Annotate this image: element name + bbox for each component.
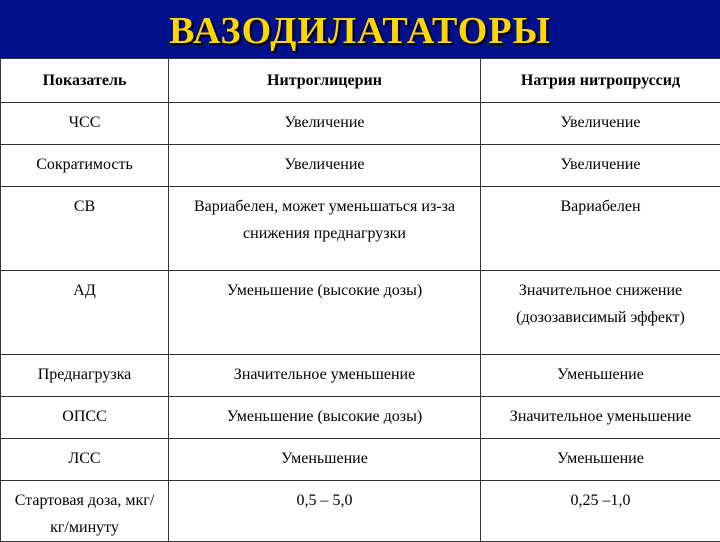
cell-nitroprusside: Вариабелен <box>481 187 720 271</box>
cell-nitroglycerin: Значительное уменьшение <box>169 355 481 397</box>
table-row <box>1 481 720 542</box>
row-label: Сократимость <box>1 145 169 187</box>
row-label: Преднагрузка <box>1 355 169 397</box>
cell-nitroprusside: Значительное уменьшение <box>481 397 720 439</box>
header-indicator: Показатель <box>1 59 169 103</box>
row-label: ЛСС <box>1 439 169 481</box>
row-label: Стартовая доза, мкг/кг/минуту <box>1 481 169 542</box>
cell-nitroglycerin: Вариабелен, может уменьшаться из-за снижения преднагрузки <box>169 187 481 271</box>
cell-nitroglycerin: Увеличение <box>169 145 481 187</box>
cell-nitroglycerin: Уменьшение (высокие дозы) <box>169 271 481 355</box>
comparison-table <box>0 58 720 542</box>
table-row <box>1 271 720 355</box>
row-label: ЧСС <box>1 103 169 145</box>
table-row <box>1 397 720 439</box>
cell-nitroprusside: Уменьшение <box>481 439 720 481</box>
header-nitroglycerin: Нитроглицерин <box>169 59 481 103</box>
cell-nitroprusside: Увеличение <box>481 103 720 145</box>
title-bar <box>0 0 720 62</box>
cell-nitroprusside: 0,25 –1,0 <box>481 481 720 542</box>
table-row <box>1 355 720 397</box>
cell-nitroglycerin: Увеличение <box>169 103 481 145</box>
cell-nitroprusside: Значительное снижение (дозозависимый эффект) <box>481 271 720 355</box>
page-title: ВАЗОДИЛАТАТОРЫ <box>169 9 551 53</box>
table-header-row <box>1 59 720 103</box>
cell-nitroprusside: Уменьшение <box>481 355 720 397</box>
table-row <box>1 103 720 145</box>
table-row <box>1 145 720 187</box>
table-row <box>1 187 720 271</box>
row-label: СВ <box>1 187 169 271</box>
table-row <box>1 439 720 481</box>
cell-nitroglycerin: Уменьшение <box>169 439 481 481</box>
cell-nitroglycerin: 0,5 – 5,0 <box>169 481 481 542</box>
row-label: ОПСС <box>1 397 169 439</box>
cell-nitroglycerin: Уменьшение (высокие дозы) <box>169 397 481 439</box>
cell-nitroprusside: Увеличение <box>481 145 720 187</box>
header-nitroprusside: Натрия нитропруссид <box>481 59 720 103</box>
row-label: АД <box>1 271 169 355</box>
